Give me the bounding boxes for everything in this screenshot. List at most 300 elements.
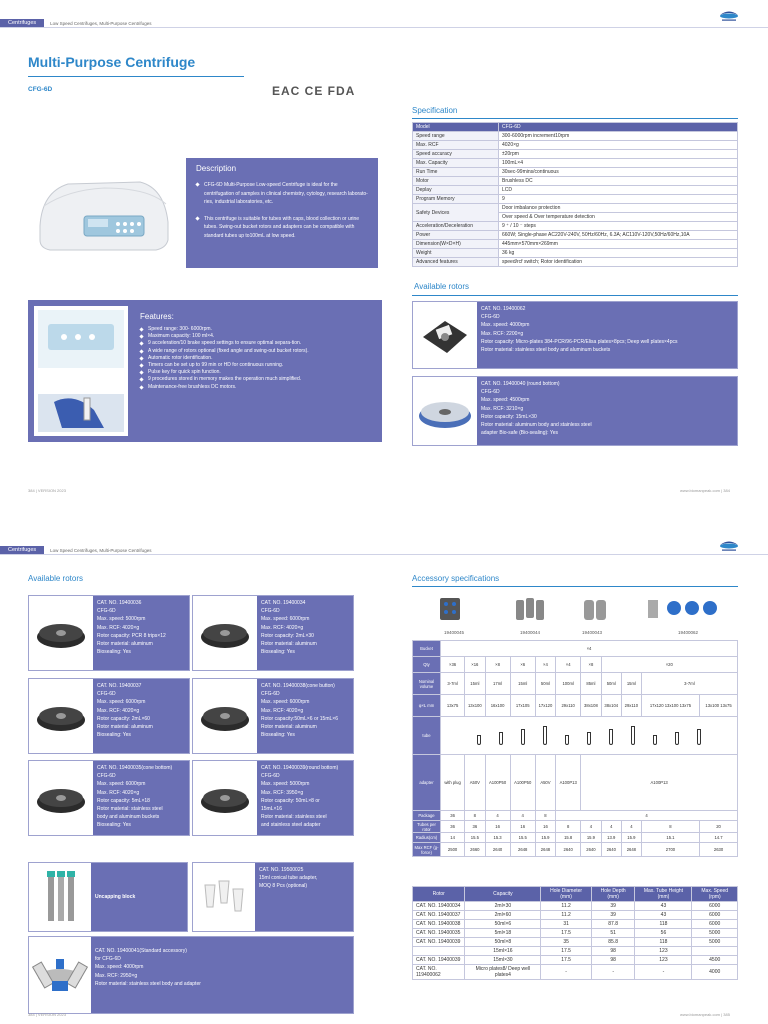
spec-row	[413, 177, 738, 186]
rotor-table-cell: 17.5	[541, 947, 592, 956]
rotor-line: and stainless steel adapter	[261, 822, 321, 829]
rotor-line: CAT. NO. 19400034	[261, 600, 306, 606]
accessory-row	[413, 657, 738, 673]
accessory-row-label: φ×L mm	[413, 695, 441, 717]
accessory-row	[413, 717, 738, 755]
rotor-table-cell: 2ml×30	[465, 902, 541, 911]
accessory-cell: 8	[535, 811, 555, 821]
spec-row	[413, 240, 738, 249]
accessory-cell: A100P13	[556, 755, 581, 811]
accessory-row	[413, 641, 738, 657]
rotor-line: body and aluminum buckets	[97, 814, 160, 821]
rotor-line: Rotor capacity: 2mL×60	[97, 715, 150, 722]
accessory-cell: 2640	[485, 843, 510, 857]
accessory-cell: 2700	[641, 843, 699, 857]
accessory-cell: ×4	[441, 641, 738, 657]
rotor-table-cell	[413, 947, 465, 956]
standard-rotor-icon	[32, 947, 88, 1003]
accessory-cell: 13x100	[465, 695, 485, 717]
features-photo-panel	[34, 306, 128, 436]
rotor-icon	[33, 770, 89, 826]
footer-right: www.biomanpeak.com | 384	[680, 488, 730, 493]
accessory-row	[413, 833, 738, 843]
accessory-cell: 2648	[621, 843, 641, 857]
rotor-image	[413, 377, 477, 445]
title-underline	[28, 76, 244, 77]
accessory-cell: 17x120	[535, 695, 555, 717]
rotor-table-cell: 50ml×8	[465, 938, 541, 947]
adapter-card-19500025	[192, 862, 354, 932]
tube-icon	[631, 726, 635, 745]
rotor-line: CAT. NO. 19400039(round bottom)	[261, 765, 339, 771]
rotor-line: CFG-6D	[261, 773, 280, 780]
rotor-table-cell	[692, 947, 738, 956]
accessory-cell: 15.8	[556, 833, 581, 843]
rotor-image	[193, 596, 257, 670]
centrifuge-image	[28, 166, 178, 258]
accessory-cell: ×8	[485, 657, 510, 673]
rotor-table-cell: 98	[591, 947, 635, 956]
spec-value: CFG-6D	[499, 123, 738, 132]
accessory-cell: 50ml	[535, 673, 555, 695]
spec-label: Run Time	[413, 168, 499, 177]
accessory-cell: 36	[465, 821, 485, 833]
accessory-cell: 20	[700, 821, 738, 833]
rotor-details	[93, 596, 189, 670]
accessory-cell: A100P50	[485, 755, 510, 811]
rotor-table-cell: 15ml×30	[465, 956, 541, 965]
feature-item: 9 acceleration/10 brake speed settings to ensure optimal separa-tion.	[140, 340, 372, 347]
rotor-table-cell: 98	[591, 956, 635, 965]
rotor-line: CAT. NO. 19400062	[481, 306, 526, 312]
rotor-line: Max. speed: 5000rpm	[261, 781, 310, 788]
rotor-table-cell: 4000	[692, 965, 738, 980]
rotor-line: Rotor material: stainless steel	[97, 806, 163, 813]
rotor-spec-table	[412, 886, 738, 980]
rotor-line: Rotor capacity: 5mL×18	[97, 797, 150, 804]
uncapping-image	[29, 863, 91, 931]
accessory-row-label: Max RCF (g-force)	[413, 843, 441, 857]
rotor-table-cell: 118	[635, 938, 692, 947]
rotor-icon	[33, 688, 89, 744]
accessory-table	[412, 640, 738, 857]
rotor-line: Max. RCF: 2200×g	[481, 330, 524, 337]
rotor-image	[193, 761, 257, 835]
rotor-table-head-cell: Max. Speed (rpm)	[692, 887, 738, 902]
accessory-row	[413, 811, 738, 821]
uncapping-card	[28, 862, 188, 932]
accessory-cell: 15.9	[621, 833, 641, 843]
rotor-table-cell: 56	[635, 929, 692, 938]
spec-label: Power	[413, 231, 499, 240]
accessory-cell: 29x110	[621, 695, 641, 717]
spec-row	[413, 168, 738, 177]
accessory-cell: ×16	[465, 657, 485, 673]
rotor-table-cell: -	[541, 965, 592, 980]
rotor-icon	[33, 605, 89, 661]
accessory-row-label: Package	[413, 811, 441, 821]
rotor-table-cell: CAT. NO. 19400035	[413, 929, 465, 938]
accessory-cell: 2640	[556, 843, 581, 857]
rotor-line: Rotor material: stainless steel	[261, 814, 327, 821]
rotor-icon	[197, 605, 253, 661]
accessory-cell: A50V	[465, 755, 485, 811]
tube-icon	[499, 732, 503, 745]
accessory-cell: 2648	[535, 843, 555, 857]
adapter-line: 15ml conical tube adapter,	[259, 875, 318, 882]
tube-icon	[587, 732, 591, 745]
accessory-cell: with plug	[441, 755, 465, 811]
rotor-table-row	[413, 929, 738, 938]
spec-label: Dimension(W×D×H)	[413, 240, 499, 249]
rotor-line: Rotor material: aluminum	[261, 641, 317, 648]
rotors-underline	[412, 295, 738, 296]
rotor-table-row	[413, 947, 738, 956]
accessory-row-label: adapter	[413, 755, 441, 811]
spec-label: Deplay	[413, 186, 499, 195]
rotor-line: Biosealing: Yes	[97, 822, 131, 829]
accessory-cell: 38x104	[601, 695, 621, 717]
rotor-table-head-cell: Max. Tube Height (mm)	[635, 887, 692, 902]
accessory-cell: 15.1	[641, 833, 699, 843]
category-subtitle: Low Speed Centrifuges, Multi-Purpose Centrifuges	[50, 20, 152, 26]
rotor-line: Biosealing: Yes	[97, 649, 131, 656]
rotor-table-row	[413, 938, 738, 947]
accessory-cell: 15.5	[510, 833, 535, 843]
rotor-table-cell: CAT. NO. 19400039	[413, 938, 465, 947]
accessory-cell: 15.3	[485, 833, 510, 843]
rotor-table-cell: 123	[635, 947, 692, 956]
accessory-cell: ×6	[510, 657, 535, 673]
description-paragraph-2: This centrifuge is suitable for tubes with caps, blood collection or urine tubes. Swing-out bucket rotors and adapters can be compatible with standard tubes up to100mL at low speed.	[196, 215, 368, 241]
accessory-row-label: Qty	[413, 657, 441, 673]
spec-label: Advanced features	[413, 258, 499, 267]
feature-item: Automatic rotor identification.	[140, 355, 372, 362]
rotor-line: for CFG-6D	[95, 956, 121, 963]
rotor-line: Rotor material: stainless steel body and adapter	[95, 980, 201, 987]
description-heading: Description	[196, 164, 237, 173]
rotor-table-cell: 123	[635, 956, 692, 965]
footer-right: www.biomanpeak.com | 385	[680, 1012, 730, 1017]
rotor-table-cell: -	[635, 965, 692, 980]
rotor-table-row	[413, 965, 738, 980]
accessory-cell: 14.7	[700, 833, 738, 843]
rotor-line: Rotor capacity:50mL×6 or 15mL×6	[261, 715, 338, 722]
brand-logo-icon	[716, 536, 742, 552]
spec-value: Door imbalance protection	[499, 204, 738, 213]
accessory-cell: 2640	[581, 843, 601, 857]
rotor-table-cell: CAT. NO. 19400037	[413, 911, 465, 920]
rotor-line: Max. speed: 5000rpm	[97, 616, 146, 623]
spec-row	[413, 159, 738, 168]
rotor-details	[93, 761, 189, 835]
uncapping-block-icon	[40, 867, 80, 927]
available-rotors-heading: Available rotors	[28, 574, 83, 583]
accessory-heading: Accessory specifications	[412, 574, 500, 583]
rotor-line: CAT. NO. 19400036	[97, 600, 142, 606]
category-tag: Centrifuges	[0, 19, 44, 28]
rotor-table-row	[413, 956, 738, 965]
rotor-table-cell: 6000	[692, 902, 738, 911]
spec-value: 100mL×4	[499, 159, 738, 168]
accessory-cell: 4	[581, 821, 601, 833]
accessory-cell: 8	[556, 821, 581, 833]
rotor-line: Rotor material: stainless steel body and aluminum buckets	[481, 347, 611, 354]
accessory-cell: 4	[601, 821, 621, 833]
accessory-cell: 13.9	[601, 833, 621, 843]
rotor-table-head-cell: Rotor	[413, 887, 465, 902]
rotor-table-cell: 17.5	[541, 956, 592, 965]
rotor-table-cell: 51	[591, 929, 635, 938]
rotor-card-19400062	[412, 301, 738, 369]
accessory-cat-labels	[412, 630, 738, 638]
tube-icon	[521, 729, 525, 745]
feature-item: Timers can be set up to 99 min or HD for continuous running.	[140, 362, 372, 369]
rotor-image	[193, 679, 257, 753]
rotor-line: CFG-6D	[261, 608, 280, 615]
rotor-table-cell: 39	[591, 902, 635, 911]
accessory-row-label: Radius(cm)	[413, 833, 441, 843]
accessory-row-label: Tubes per rotor	[413, 821, 441, 833]
spec-label: Weight	[413, 249, 499, 258]
accessory-cell: 16	[535, 821, 555, 833]
spec-value: 9 ⁺ / 10 ⁻ steps	[499, 222, 738, 231]
rotor-details	[257, 761, 353, 835]
accessory-row-label: Bucket	[413, 641, 441, 657]
accessory-cell: 17x105	[510, 695, 535, 717]
spec-row	[413, 141, 738, 150]
rotor-icon	[197, 770, 253, 826]
accessory-underline	[412, 586, 738, 587]
accessory-cell: ×4	[556, 657, 581, 673]
spec-value: ±20rpm	[499, 150, 738, 159]
spec-label: Max. RCF	[413, 141, 499, 150]
accessory-cell: 50ml	[601, 673, 621, 695]
brand-logo-icon	[716, 6, 742, 22]
accessory-cell: ×4	[535, 657, 555, 673]
rotor-table-cell: 85.8	[591, 938, 635, 947]
rotor-table-cell: CAT. NO. 19400034	[413, 902, 465, 911]
feature-item: 9 procedures stored in memory makes the operation much simplified.	[140, 376, 372, 383]
features-photo-icon	[34, 306, 128, 436]
accessory-cell: 36	[441, 811, 465, 821]
rotor-line: Biosealing: Yes	[97, 732, 131, 739]
rotor-line: Rotor material: aluminum	[261, 724, 317, 731]
accessory-row	[413, 755, 738, 811]
rotor-table-cell: 6000	[692, 920, 738, 929]
tube-icon	[653, 735, 657, 745]
rotor-line: Biosealing: Yes	[261, 732, 295, 739]
rotor-card	[28, 595, 190, 671]
spec-row	[413, 150, 738, 159]
spec-row	[413, 204, 738, 213]
rotor-line: Max. RCF: 4020×g	[97, 707, 140, 714]
rotor-card	[28, 760, 190, 836]
spec-row	[413, 249, 738, 258]
rotor-line: Max. speed: 4000rpm	[481, 322, 530, 329]
rotor-table-cell: 15ml×16	[465, 947, 541, 956]
rotor-line: CAT. NO. 19400040 (round bottom)	[481, 381, 560, 387]
accessory-cell: 29x110	[556, 695, 581, 717]
rotor-line: Max. RCF: 3210×g	[481, 405, 524, 412]
accessory-cell: ×36	[441, 657, 465, 673]
accessory-cell: 100ml	[556, 673, 581, 695]
category-tag: Centrifuges	[0, 546, 44, 555]
accessory-cell: 2500	[441, 843, 465, 857]
accessory-cell: 16	[485, 821, 510, 833]
spec-label: Safety Devices	[413, 204, 499, 222]
rotor-table-cell: 5000	[692, 938, 738, 947]
accessory-cell: 15ml	[621, 673, 641, 695]
specification-heading: Specification	[412, 106, 458, 115]
accessory-row	[413, 843, 738, 857]
specification-underline	[412, 118, 738, 119]
rotor-line: Max. RCF: 4020×g	[261, 624, 304, 631]
spec-value: 300-6000rpm increment10rpm	[499, 132, 738, 141]
footer-left: 384 | VERSION 2023	[28, 488, 66, 493]
rotor-table-cell: 4500	[692, 956, 738, 965]
rotor-table-cell: 11.2	[541, 902, 592, 911]
spec-label: Motor	[413, 177, 499, 186]
accessory-cell: 15.5	[465, 833, 485, 843]
rotor-line: CAT. NO. 19400035(cone bottom)	[97, 765, 173, 771]
description-paragraph-1: CFG-6D Multi-Purpose Low-speed Centrifuge is ideal for the centrifugation of samples in clinical chemistry, cytology, research laborato-ries, industrial laboratories, etc.	[196, 181, 368, 207]
rotor-line: Max. speed: 6000rpm	[261, 699, 310, 706]
spec-value: Over speed & Over temperature detection	[499, 213, 738, 222]
rotor-line: Rotor material: aluminum body and stainless steel	[481, 422, 592, 429]
rotor-table-cell: 39	[591, 911, 635, 920]
rotor-table-cell: 43	[635, 902, 692, 911]
rotor-image	[29, 679, 93, 753]
rotor-line: Max. RCF: 4020×g	[97, 624, 140, 631]
accessory-cell: 3-7ml	[641, 673, 737, 695]
round-rotor-icon	[416, 386, 474, 436]
rotor-table-row	[413, 902, 738, 911]
spec-row	[413, 186, 738, 195]
rotor-line: Max. RCF: 4020×g	[97, 789, 140, 796]
rotor-line: CFG-6D	[481, 389, 500, 396]
accessory-cat: 19400043	[582, 630, 603, 635]
tube-icon	[477, 735, 481, 745]
spec-value: 36 kg	[499, 249, 738, 258]
spec-row	[413, 132, 738, 141]
rotor-table-cell: 5ml×18	[465, 929, 541, 938]
accessory-cell: 36	[441, 821, 465, 833]
rotor-line: CFG-6D	[481, 314, 500, 321]
accessory-cell: 4	[556, 811, 738, 821]
rotor-line: Rotor capacity: PCR 8 trips×12	[97, 632, 166, 639]
spec-row	[413, 123, 738, 132]
accessory-cell: 2630	[700, 843, 738, 857]
accessory-cell: 13x100 13x75	[700, 695, 738, 717]
tube-icon	[565, 735, 569, 745]
accessory-cell: A100P13	[581, 755, 738, 811]
features-list	[140, 326, 372, 391]
rotor-table-cell: 11.2	[541, 911, 592, 920]
rotor-line: Max. speed: 4000rpm	[95, 964, 144, 971]
rotor-table-row	[413, 920, 738, 929]
feature-item: Maintenance-free brushless DC motors.	[140, 384, 372, 391]
rotor-table-head-cell: Hole Diameter (mm)	[541, 887, 592, 902]
rotor-table-cell: 31	[541, 920, 592, 929]
rotor-line: Max. speed: 6000rpm	[97, 781, 146, 788]
rotor-line: Max. RCF: 3950×g	[261, 789, 304, 796]
rotor-line: Max. speed: 4500rpm	[481, 397, 530, 404]
uncapping-label	[91, 863, 187, 931]
rotor-table-cell: -	[591, 965, 635, 980]
spec-label: Acceleration/Deceleration	[413, 222, 499, 231]
accessory-cell: 38x108	[581, 695, 601, 717]
accessory-cell: 4	[510, 811, 535, 821]
rotor-line: CAT. NO. 19400038(cone button)	[261, 683, 335, 689]
rotor-details	[477, 302, 737, 368]
rotor-card	[192, 760, 354, 836]
accessory-cell: A100P50	[510, 755, 535, 811]
rotor-table-cell: 5000	[692, 929, 738, 938]
features-heading: Features:	[140, 312, 174, 321]
specification-table	[412, 122, 738, 267]
accessory-cell: 17x120 13x100 13x75	[641, 695, 699, 717]
accessory-cat: 19400062	[678, 630, 699, 635]
rotor-details	[477, 377, 737, 445]
rotor-line: Rotor material: aluminum	[97, 641, 153, 648]
spec-label: Max. Capacity	[413, 159, 499, 168]
rotor-table-cell: 17.5	[541, 929, 592, 938]
uncapping-text: Uncapping block	[95, 893, 136, 900]
adapter-line: MOQ 8 Pcs (optional)	[259, 883, 308, 890]
accessory-cell: 85ml	[581, 673, 601, 695]
category-subtitle: Low Speed Centrifuges, Multi-Purpose Centrifuges	[50, 547, 152, 553]
available-rotors-heading: Available rotors	[414, 282, 469, 291]
adapter-image	[193, 863, 255, 931]
accessory-row-label: Nominal volume	[413, 673, 441, 695]
tube-shapes	[441, 717, 738, 755]
accessory-cell: 15ml	[465, 673, 485, 695]
spec-row	[413, 222, 738, 231]
rotor-table-head-cell: Capacity	[465, 887, 541, 902]
rotor-table-cell: Micro plates8/ Deep well plates4	[465, 965, 541, 980]
accessory-row-label: tube	[413, 717, 441, 755]
accessory-cell: 2640	[601, 843, 621, 857]
spec-value: 30sec-99mins/continuous	[499, 168, 738, 177]
accessory-cell: 2648	[510, 843, 535, 857]
spec-value: 445mm×570mm×269mm	[499, 240, 738, 249]
model-label: CFG-6D	[28, 86, 53, 93]
tube-adapter-icon	[199, 877, 249, 917]
topbar-divider	[0, 27, 768, 28]
spec-value: 4020×g	[499, 141, 738, 150]
accessory-cell: 17ml	[485, 673, 510, 695]
rotor-line: Rotor capacity: 15mL×30	[481, 413, 537, 420]
rotor-card-19400041	[28, 936, 354, 1014]
rotor-card	[28, 678, 190, 754]
accessory-row	[413, 695, 738, 717]
feature-item: Pulse key for quick spin function.	[140, 369, 372, 376]
accessory-cell: 13x75	[441, 695, 465, 717]
adapter-line: CAT. NO. 19500025	[259, 867, 304, 873]
accessory-cell: ×20	[601, 657, 737, 673]
rotor-image	[413, 302, 477, 368]
rotor-details	[257, 596, 353, 670]
spec-row	[413, 231, 738, 240]
accessory-cell: 16	[510, 821, 535, 833]
rotor-table-cell: CAT. NO. 19400038	[413, 920, 465, 929]
accessory-cell: 8	[641, 821, 699, 833]
rotor-line: CFG-6D	[97, 608, 116, 615]
rotor-line: Max. speed: 6000rpm	[261, 616, 310, 623]
rotor-details	[93, 679, 189, 753]
rotor-line: Rotor material: aluminum	[97, 724, 153, 731]
